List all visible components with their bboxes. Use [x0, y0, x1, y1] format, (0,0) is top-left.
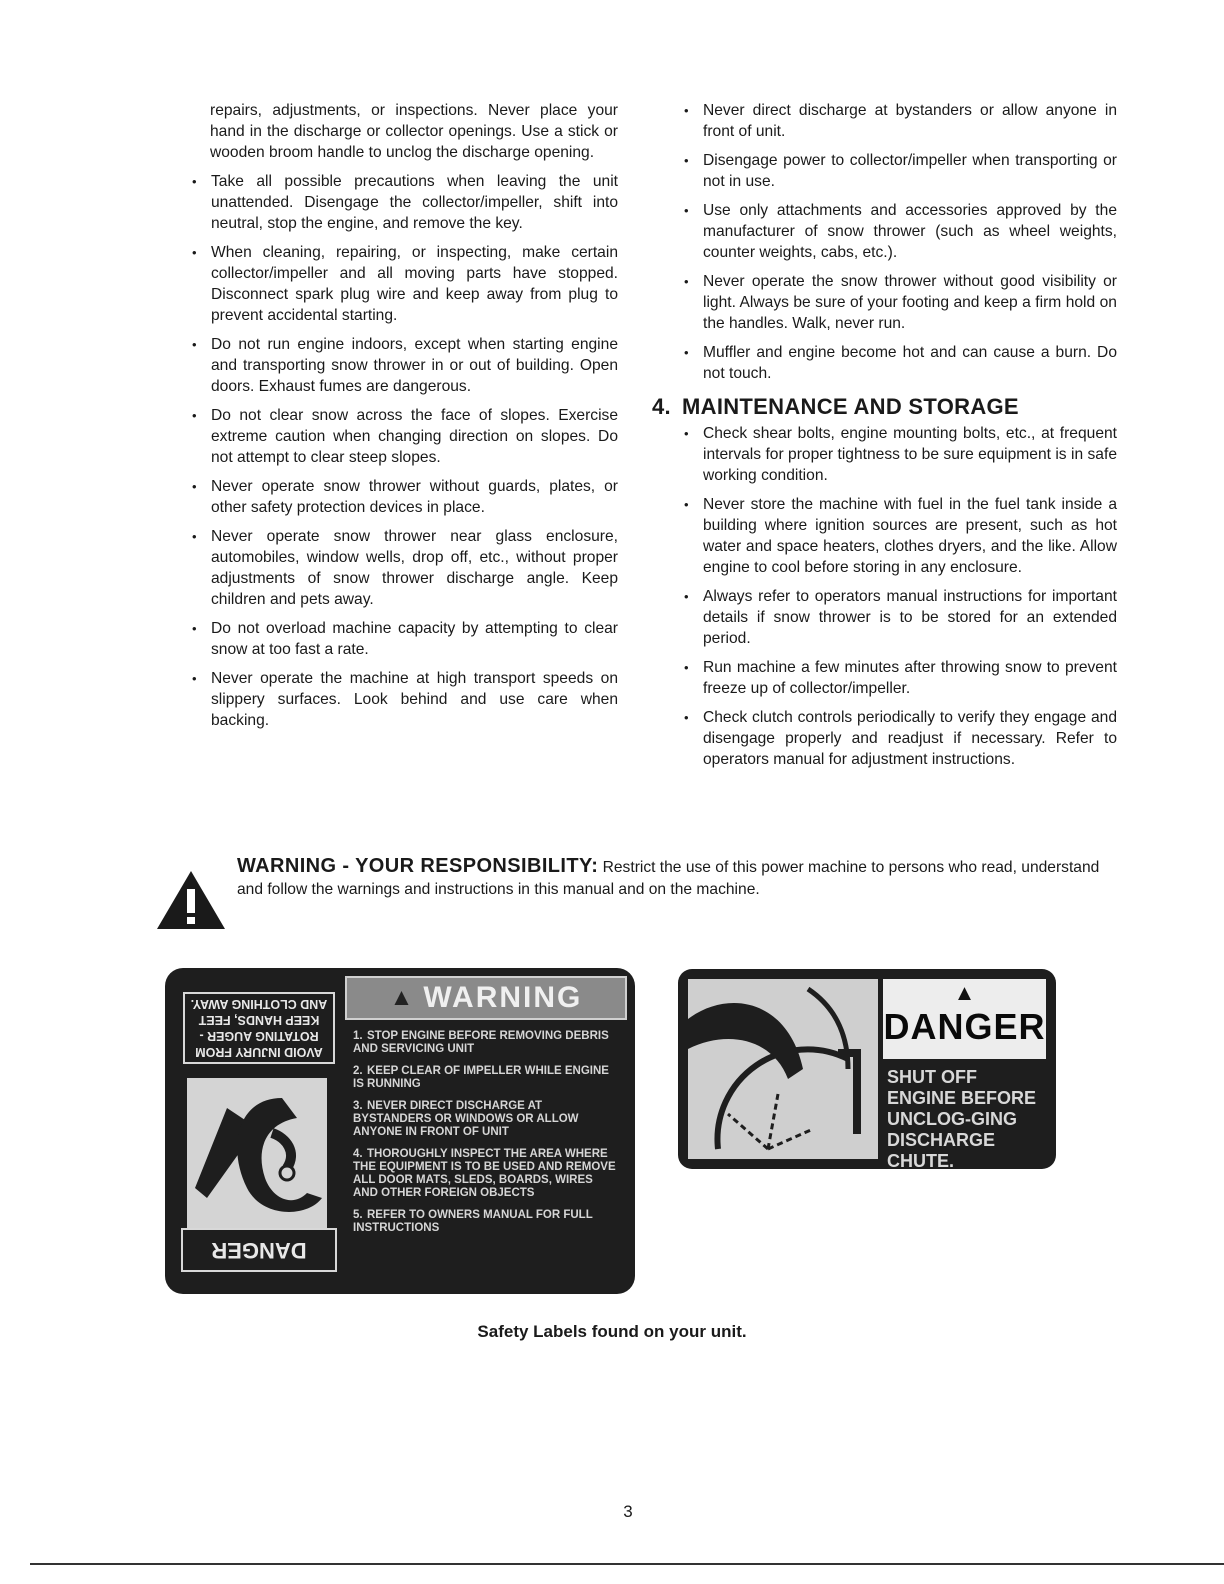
list-item: • Check shear bolts, engine mounting bolts, etc., at frequent intervals for proper tightness to be sure equipment is in safe working condition. [682, 423, 1117, 486]
warning-triangle-icon [155, 869, 227, 931]
list-item: • Check clutch controls periodically to verify they engage and disengage properly and readjust if necessary. Refer to operators manual for adjustment instructions. [682, 707, 1117, 770]
label-warning-word: WARNING [423, 981, 583, 1014]
list-item: • Do not overload machine capacity by attempting to clear snow at too fast a rate. [190, 618, 618, 660]
warning-lead: WARNING - YOUR RESPONSIBILITY: [237, 855, 599, 877]
label-danger-header [883, 979, 1046, 1059]
left-bullet-list [190, 171, 618, 731]
right-column [652, 100, 1117, 778]
label-main-panel [345, 976, 627, 1288]
section-heading [652, 396, 1117, 417]
figure-caption: Safety Labels found on your unit. [477, 1322, 747, 1341]
list-item: • Never operate snow thrower near glass enclosure, automobiles, window wells, drop off, etc., without proper adjustments of snow thrower discharge angle. Keep children and pets away. [190, 526, 618, 610]
section-number: 4. [652, 394, 671, 419]
intro-paragraph: repairs, adjustments, or inspections. Never place your hand in the discharge or collector openings. Use a stick or wooden broom handle to unclog the discharge opening. [210, 102, 618, 161]
list-item: • Do not clear snow across the face of slopes. Exercise extreme caution when changing direction on slopes. Do not attempt to clear steep slopes. [190, 405, 618, 468]
impeller-hand-icon [688, 979, 878, 1159]
list-item: • Use only attachments and accessories approved by the manufacturer of snow thrower (such as wheel weights, counter weights, cabs, etc.). [682, 200, 1117, 263]
warning-block [155, 855, 1120, 901]
list-item: • Take all possible precautions when leaving the unit unattended. Disengage the collector/impeller, shift into neutral, stop the engine, and remove the key. [190, 171, 618, 234]
list-item: 3. NEVER DIRECT DISCHARGE AT BYSTANDERS OR WINDOWS OR ALLOW ANYONE IN FRONT OF UNIT [353, 1100, 579, 1138]
page-number: 3 [623, 1502, 633, 1521]
list-item: • Disengage power to collector/impeller when transporting or not in use. [682, 150, 1117, 192]
list-item: • Do not run engine indoors, except when starting engine and transporting snow thrower in or out of building. Open doors. Exhaust fumes are dangerous. [190, 334, 618, 397]
list-item: • Never store the machine with fuel in the fuel tank inside a building where ignition sources are present, such as hot water and space heaters, clothes dryers, and the like. Allow engine to cool before storing in any enclosure. [682, 494, 1117, 578]
label-warning-header [345, 976, 627, 1020]
label-instructions [345, 1030, 627, 1235]
label-side-panel [173, 978, 341, 1286]
list-item: 5. REFER TO OWNERS MANUAL FOR FULL INSTRUCTIONS [353, 1209, 593, 1234]
right-bullet-list-top [682, 100, 1117, 384]
auger-hand-icon [187, 1078, 327, 1228]
warning-triangle-icon: ▲ [389, 984, 416, 1011]
list-item: • Never direct discharge at bystanders or allow anyone in front of unit. [682, 100, 1117, 142]
list-item: • Never operate the machine at high transport speeds on slippery surfaces. Look behind and use care when backing. [190, 668, 618, 731]
list-item: • When cleaning, repairing, or inspecting, make certain collector/impeller and all moving parts have stopped. Disconnect spark plug wire and keep away from plug to prevent accidental starting. [190, 242, 618, 326]
warning-body: Restrict the use of this power machine to persons who read, understand and follow the warnings and instructions in this manual and on the machine. [237, 859, 1100, 898]
left-column [190, 100, 618, 739]
list-item: 4. THOROUGHLY INSPECT THE AREA WHERE THE EQUIPMENT IS TO BE USED AND REMOVE ALL DOOR MATS, SLEDS, BOARDS, WIRES AND OTHER FOREIGN OBJECTS [353, 1148, 616, 1199]
safety-label-danger [678, 969, 1056, 1169]
warning-text [237, 855, 1120, 901]
warning-triangle-icon: ▲ [953, 980, 976, 1005]
label-danger-word: DANGER [883, 1006, 1046, 1047]
right-bullet-list-bottom [682, 423, 1117, 770]
label-danger-text: SHUT OFF ENGINE BEFORE UNCLOG-GING DISCHARGE CHUTE. [887, 1067, 1037, 1169]
list-item: 2. KEEP CLEAR OF IMPELLER WHILE ENGINE IS RUNNING [353, 1065, 609, 1090]
list-item: 1. STOP ENGINE BEFORE REMOVING DEBRIS AND SERVICING UNIT [353, 1030, 609, 1055]
list-item: • Never operate snow thrower without guards, plates, or other safety protection devices in place. [190, 476, 618, 518]
list-item: • Run machine a few minutes after throwing snow to prevent freeze up of collector/impeller. [682, 657, 1117, 699]
list-item: • Never operate the snow thrower without good visibility or light. Always be sure of your footing and keep a firm hold on the handles. Walk, never run. [682, 271, 1117, 334]
label-danger-panel [883, 979, 1046, 1169]
bottom-divider [30, 1563, 1224, 1565]
list-item: • Always refer to operators manual instructions for important details if snow thrower is to be stored for an extended period. [682, 586, 1117, 649]
safety-label-warning [165, 968, 635, 1294]
section-title: MAINTENANCE AND STORAGE [682, 394, 1019, 419]
list-item: • Muffler and engine become hot and can cause a burn. Do not touch. [682, 342, 1117, 384]
label-side-danger: DANGER [181, 1228, 337, 1272]
label-side-text: AVOID INJURY FROM ROTATING AUGER - KEEP HANDS, FEET AND CLOTHING AWAY. [183, 992, 335, 1064]
